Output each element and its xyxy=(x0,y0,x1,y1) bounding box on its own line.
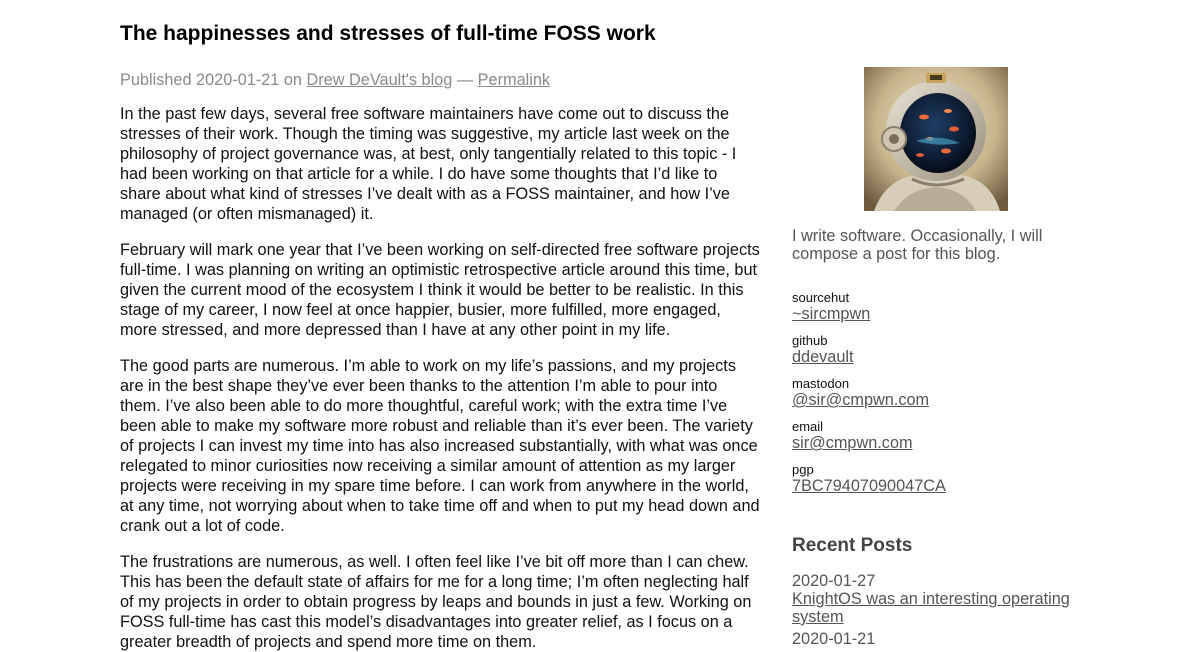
contact-list xyxy=(792,291,1082,496)
article-paragraph: In the past few days, several free software maintainers have come out to discuss the stresses of their work. Though the timing was suggestive, my article last week on the philosophy of project governance was, at best, only tangentially related to this topic - I had been working on that article for a while. I do have some thoughts that I’d like to share about what kind of stresses I’ve dealt with as a FOSS maintainer, and how I’ve managed (or often mismanaged) it. xyxy=(120,105,737,223)
meta-separator: — xyxy=(456,71,474,89)
mastodon-link[interactable]: @sir@cmpwn.com xyxy=(792,391,930,409)
article-title: The happinesses and stresses of full-time FOSS work xyxy=(120,22,656,45)
contact-label: github xyxy=(792,333,828,348)
contact-label: mastodon xyxy=(792,376,850,391)
published-label: Published xyxy=(120,71,192,89)
bio-text: I write software. Occasionally, I will compose a post for this blog. xyxy=(792,227,1043,263)
published-date: 2020-01-21 xyxy=(196,71,280,89)
list-item xyxy=(792,572,1082,626)
avatar xyxy=(864,67,1008,211)
github-link[interactable]: ddevault xyxy=(792,348,854,366)
contact-github xyxy=(792,334,1082,367)
contact-label: pgp xyxy=(792,462,814,477)
recent-post-date: 2020-01-21 xyxy=(792,630,876,648)
article-paragraph: February will mark one year that I’ve been working on self-directed free software projects full-time. I was planning on writing an optimistic retrospective article around this time, but given the current mood of the ecosystem I think it would be better to be realistic. In this stage of my career, I now feel at once happier, busier, more fulfilled, more engaged, more stressed, and more depressed than I have at any other point in my life. xyxy=(120,241,760,339)
recent-post-date: 2020-01-27 xyxy=(792,572,876,590)
article xyxy=(120,18,762,652)
article-meta xyxy=(120,70,762,90)
astronaut-avatar-image xyxy=(864,67,1008,211)
article-paragraph: The frustrations are numerous, as well. I often feel like I’ve bit off more than I can chew. This has been the default state of affairs for me for a long time; I’m often neglecting half of my projects in order to obtain progress by leaps and bounds in just a few. Working on FOSS full-time has cast this model’s disadvantages into greater relief, as I focus on a greater breadth of projects and spend more time on them. xyxy=(120,553,752,651)
contact-pgp xyxy=(792,463,1082,496)
contact-email xyxy=(792,420,1082,453)
contact-sourcehut xyxy=(792,291,1082,324)
recent-posts-list xyxy=(792,572,1082,648)
sourcehut-link[interactable]: ~sircmpwn xyxy=(792,305,871,323)
pgp-link[interactable]: 7BC79407090047CA xyxy=(792,477,946,495)
contact-mastodon xyxy=(792,377,1082,410)
article-paragraph: The good parts are numerous. I’m able to work on my life’s passions, and my projects are in the best shape they’ve ever been thanks to the attention I’m able to pour into them. I’ve also been able to do more thoughtful, careful work; with the extra time I’ve been able to make my software more robust and reliable than it’s ever been. The variety of projects I can invest my time into has also increased substantially, with what was once relegated to minor curiosities now receiving a similar amount of attention as my larger projects were receiving in my spare time before. I can work from anywhere in the world, at any time, not worrying about when to take time off and when to put my head down and crank out a lot of code. xyxy=(120,357,760,535)
sidebar xyxy=(792,67,1082,652)
blog-link[interactable]: Drew DeVault's blog xyxy=(306,71,453,89)
contact-label: email xyxy=(792,419,824,434)
contact-label: sourcehut xyxy=(792,290,850,305)
on-word: on xyxy=(283,71,302,89)
recent-post-link[interactable]: KnightOS was an interesting operating system xyxy=(792,590,1070,626)
recent-posts-heading: Recent Posts xyxy=(792,535,913,556)
list-item xyxy=(792,630,1082,648)
email-link[interactable]: sir@cmpwn.com xyxy=(792,434,913,452)
permalink-link[interactable]: Permalink xyxy=(477,71,551,89)
